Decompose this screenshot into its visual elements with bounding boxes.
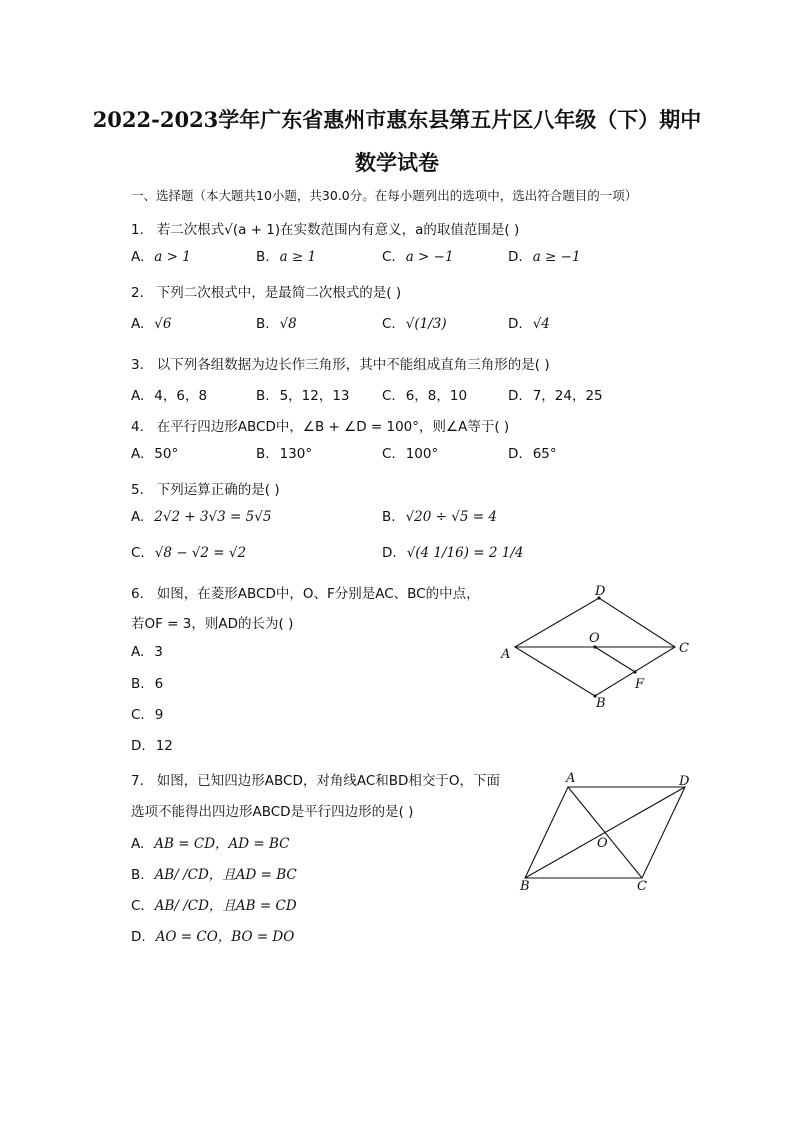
option-label: C. [131, 707, 145, 723]
label-f: F [635, 677, 645, 692]
option-label: A. [131, 388, 145, 404]
option-d [131, 925, 294, 945]
option-text: 50° [154, 446, 179, 462]
option-label: A. [131, 249, 145, 265]
option-c [382, 384, 467, 404]
option-label: B. [131, 867, 145, 883]
label-d: D [595, 584, 606, 599]
option-text: AB/ /CD，且AD = BC [154, 867, 297, 883]
option-c [131, 894, 297, 914]
question-number: 6. [131, 586, 144, 602]
option-c [382, 249, 454, 265]
label-a: A [566, 771, 576, 786]
question-text: 如图，已知四边形ABCD，对角线AC和BD相交于O，下面 [156, 773, 501, 789]
question-7-stem [131, 769, 500, 789]
page-title-line1: 2022-2023学年广东省惠州市惠东县第五片区八年级（下）期中 [92, 107, 702, 132]
option-a [131, 384, 207, 404]
question-2-stem [131, 281, 401, 301]
option-text: a ≥ −1 [532, 249, 581, 265]
option-label: B. [131, 676, 145, 692]
option-text: a ≥ 1 [279, 249, 317, 265]
segment-of [595, 647, 635, 672]
label-o: O [589, 631, 600, 646]
option-text: AO = CO，BO = DO [155, 929, 295, 945]
option-label: D. [508, 388, 523, 404]
option-b [382, 509, 497, 525]
option-text: AB/ /CD，且AB = CD [154, 898, 297, 914]
option-text: 6 [154, 676, 164, 692]
option-text: a > 1 [154, 249, 191, 265]
option-a [131, 832, 289, 852]
label-b: B [520, 879, 530, 894]
option-label: C. [382, 388, 396, 404]
option-label: D. [508, 316, 523, 332]
option-label: D. [508, 446, 523, 462]
option-label: B. [256, 446, 270, 462]
option-c [131, 545, 246, 561]
question-1-stem [131, 218, 519, 238]
option-label: C. [382, 249, 396, 265]
option-d [508, 249, 581, 265]
option-label: B. [256, 249, 270, 265]
option-text: 65° [532, 446, 557, 462]
option-text: 4，6，8 [154, 388, 208, 404]
rhombus-figure [495, 580, 695, 710]
option-b [256, 446, 312, 462]
option-label: C. [131, 545, 145, 561]
option-a [131, 509, 271, 525]
option-d [131, 738, 173, 754]
question-number: 5. [131, 482, 144, 498]
label-c: C [679, 641, 689, 656]
option-label: D. [131, 738, 146, 754]
question-text: 下列二次根式中，是最简二次根式的是( ) [156, 285, 402, 301]
option-b [256, 384, 350, 404]
label-o: O [597, 836, 608, 851]
question-6-stem [131, 582, 480, 602]
option-text: √8 [279, 316, 297, 332]
question-text: 若二次根式√(a + 1)在实数范围内有意义，a的取值范围是( ) [156, 222, 520, 238]
question-5-stem [131, 478, 280, 498]
option-text: a > −1 [405, 249, 454, 265]
option-label: B. [256, 388, 270, 404]
point-f [633, 670, 636, 673]
option-b [131, 676, 163, 692]
option-label: D. [508, 249, 523, 265]
option-text: 12 [155, 738, 173, 754]
option-d [508, 384, 603, 404]
option-label: A. [131, 316, 145, 332]
question-6-stem-cont: 若OF = 3，则AD的长为( ) [131, 616, 294, 632]
parallelogram-figure [515, 770, 705, 895]
question-4-stem [131, 415, 509, 435]
option-label: C. [382, 316, 396, 332]
option-text: √(1/3) [405, 316, 447, 332]
option-c [382, 446, 438, 462]
option-d [382, 545, 524, 561]
question-text: 如图，在菱形ABCD中，O、F分别是AC、BC的中点， [156, 586, 480, 602]
option-b [256, 316, 297, 332]
question-text: 在平行四边形ABCD中，∠B + ∠D = 100°，则∠A等于( ) [156, 419, 510, 435]
question-number: 4. [131, 419, 144, 435]
question-text: 以下列各组数据为边长作三角形，其中不能组成直角三角形的是( ) [156, 357, 550, 373]
option-a [131, 249, 191, 265]
question-number: 7. [131, 773, 144, 789]
option-text: 130° [279, 446, 313, 462]
option-text: 9 [154, 707, 164, 723]
option-a [131, 446, 178, 462]
option-label: D. [382, 545, 397, 561]
option-label: C. [131, 898, 145, 914]
option-label: A. [131, 644, 145, 660]
diagonal-bd [525, 787, 685, 878]
option-c [382, 316, 447, 332]
option-text: √20 ÷ √5 = 4 [405, 509, 497, 525]
question-number: 3. [131, 357, 144, 373]
option-text: AB = CD，AD = BC [154, 836, 290, 852]
question-number: 1. [131, 222, 144, 238]
label-a: A [501, 647, 511, 662]
label-b: B [596, 696, 606, 710]
option-text: 2√2 + 3√3 = 5√5 [154, 509, 272, 525]
label-c: C [637, 879, 647, 894]
option-d [508, 316, 550, 332]
question-3-stem [131, 353, 550, 373]
option-label: B. [256, 316, 270, 332]
option-b [256, 249, 316, 265]
option-text: √(4 1/16) = 2 1/4 [406, 545, 524, 561]
option-text: 100° [405, 446, 439, 462]
option-label: A. [131, 446, 145, 462]
option-text: √6 [154, 316, 172, 332]
option-label: A. [131, 836, 145, 852]
option-a [131, 644, 163, 660]
option-text: 6，8，10 [405, 388, 468, 404]
option-text: √4 [532, 316, 550, 332]
option-b [131, 863, 297, 883]
option-label: D. [131, 929, 146, 945]
option-c [131, 707, 163, 723]
option-a [131, 316, 172, 332]
option-text: √8 − √2 = √2 [154, 545, 247, 561]
page-title-line2: 数学试卷 [355, 150, 439, 175]
question-number: 2. [131, 285, 144, 301]
option-label: C. [382, 446, 396, 462]
question-7-stem-cont: 选项不能得出四边形ABCD是平行四边形的是( ) [131, 804, 414, 820]
label-d: D [679, 774, 690, 789]
section-heading: 一、选择题（本大题共10小题，共30.0分。在每小题列出的选项中，选出符合题目的一项） [131, 188, 638, 203]
option-label: B. [382, 509, 396, 525]
option-text: 5，12，13 [279, 388, 350, 404]
option-text: 7，24，25 [532, 388, 603, 404]
option-d [508, 446, 557, 462]
option-label: A. [131, 509, 145, 525]
question-text: 下列运算正确的是( ) [156, 482, 280, 498]
option-text: 3 [154, 644, 163, 660]
